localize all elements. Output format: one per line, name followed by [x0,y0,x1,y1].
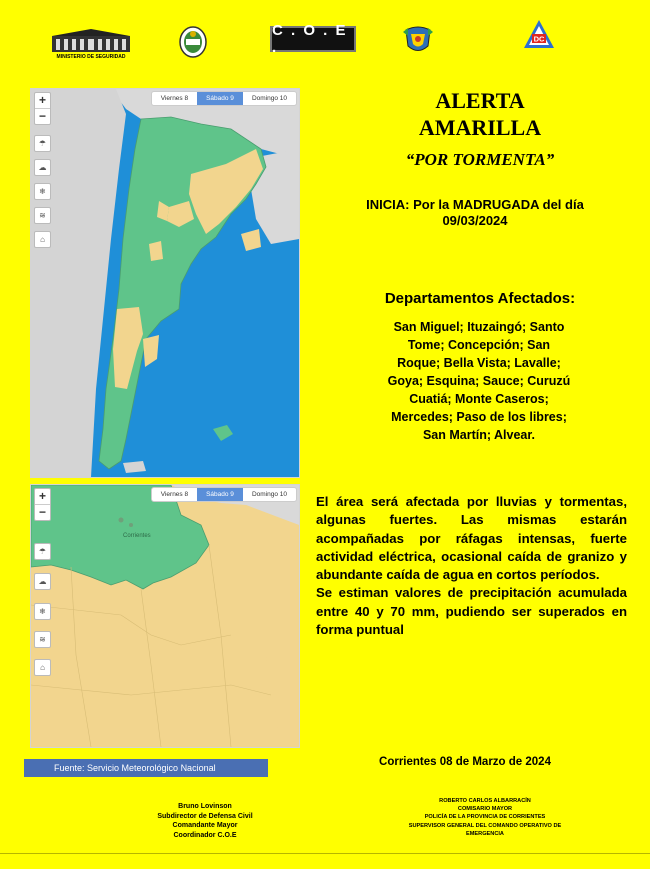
alert-description [316,493,627,639]
storm-icon-2[interactable]: ☁ [34,573,51,590]
wind-icon-2[interactable]: ≋ [34,631,51,648]
rain-icon-2[interactable]: ☂ [34,543,51,560]
day-tabs [151,91,297,106]
signature-right [375,797,595,838]
alert-map-corrientes[interactable] [30,484,300,748]
departamentos-line: Roque; Bella Vista; Lavalle; [397,356,561,370]
alert-title [380,87,580,141]
departamentos-line: Cuatiá; Monte Caseros; [409,392,549,406]
bottom-divider [0,853,650,854]
police-shield-icon [402,24,434,56]
building-icon [50,28,132,54]
signature-right-line: EMERGENCIA [466,830,504,837]
signature-left-line: Bruno Lovinson [178,803,232,810]
rain-icon[interactable]: ☂ [34,135,51,152]
departamentos-line: San Miguel; Ituzaingó; Santo [393,320,565,334]
temperature-icon-2[interactable]: ⌂ [34,659,51,676]
source-bar: Fuente: Servicio Meteorológico Nacional [24,759,268,777]
zoom-in-button-2[interactable]: + [38,489,46,503]
tab-viernes-2[interactable]: Viernes 8 [160,491,189,498]
snow-icon-2[interactable]: ❄ [34,603,51,620]
zoom-control [34,92,51,125]
signature-left-line: Comandante Mayor [172,822,238,829]
signature-right-line: SUPERVISOR GENERAL DEL COMANDO OPERATIVO DE [408,822,562,829]
alert-start-date: 09/03/2024 [442,213,508,228]
departamentos-line: Tome; Concepción; San [407,338,551,352]
zoom-out-button[interactable]: − [35,108,50,124]
tab-sabado-2[interactable]: Sábado 9 [197,488,243,501]
dc-label: DC [533,34,545,44]
signature-right-line: POLICÍA DE LA PROVINCIA DE CORRIENTES [424,814,546,821]
alert-title-line1: ALERTA [435,88,525,113]
coe-logo: C . O . E . [270,26,356,52]
departamentos-line: San Martín; Alvear. [422,428,536,442]
ministerio-seguridad-logo [50,28,132,60]
province-badge-icon [178,26,208,58]
departamentos-line: Mercedes; Paso de los libres; [391,410,567,424]
day-tabs-2 [151,487,297,502]
zoom-out-button-2[interactable]: − [35,504,50,520]
tab-sabado[interactable]: Sábado 9 [197,92,243,105]
zoom-control-2 [34,488,51,521]
signature-left-line: Subdirector de Defensa Civil [157,812,253,820]
signature-right-line: ROBERTO CARLOS ALBARRACÍN [439,798,531,804]
description-paragraph: El área será afectada por lluvias y tormentas, algunas fuertes. Las mismas estarán acompañadas por ráfagas intensas, fuerte actividad eléctrica, ocasional caída de granizo y abundante caída de agua en cortos períodos. [316,494,627,583]
ministerio-label: MINISTERIO DE SEGURIDAD [56,54,126,60]
departamentos-list [340,318,618,444]
precipitation-paragraph: Se estiman valores de precipitación acumulada entre 40 y 70 mm, pudiendo ser superados en forma puntual [316,585,627,638]
signature-left [130,802,280,840]
zoom-in-button[interactable]: + [38,93,46,107]
departamentos-line: Goya; Esquina; Sauce; Curuzú [387,374,571,388]
tab-domingo[interactable]: Domingo 10 [251,95,287,102]
temperature-icon[interactable]: ⌂ [34,231,51,248]
tab-viernes[interactable]: Viernes 8 [160,95,189,102]
storm-icon[interactable]: ☁ [34,159,51,176]
alert-title-line2: AMARILLA [418,115,542,140]
tab-domingo-2[interactable]: Domingo 10 [251,491,287,498]
signature-right-line: COMISARIO MAYOR [457,806,513,813]
city-label-corrientes: Corrientes [123,533,151,539]
wind-icon[interactable]: ≋ [34,207,51,224]
alert-type: “POR TORMENTA” [405,150,555,169]
departamentos-title: Departamentos Afectados: [384,290,576,307]
alert-start-text: INICIA: Por la MADRUGADA del día [366,197,584,212]
snow-icon[interactable]: ❄ [34,183,51,200]
alert-start [320,197,630,229]
issue-date: Corrientes 08 de Marzo de 2024 [379,756,551,768]
signature-left-line: Coordinador C.O.E [173,831,237,839]
alert-map-argentina[interactable] [30,88,300,478]
defensa-civil-icon [522,18,556,52]
